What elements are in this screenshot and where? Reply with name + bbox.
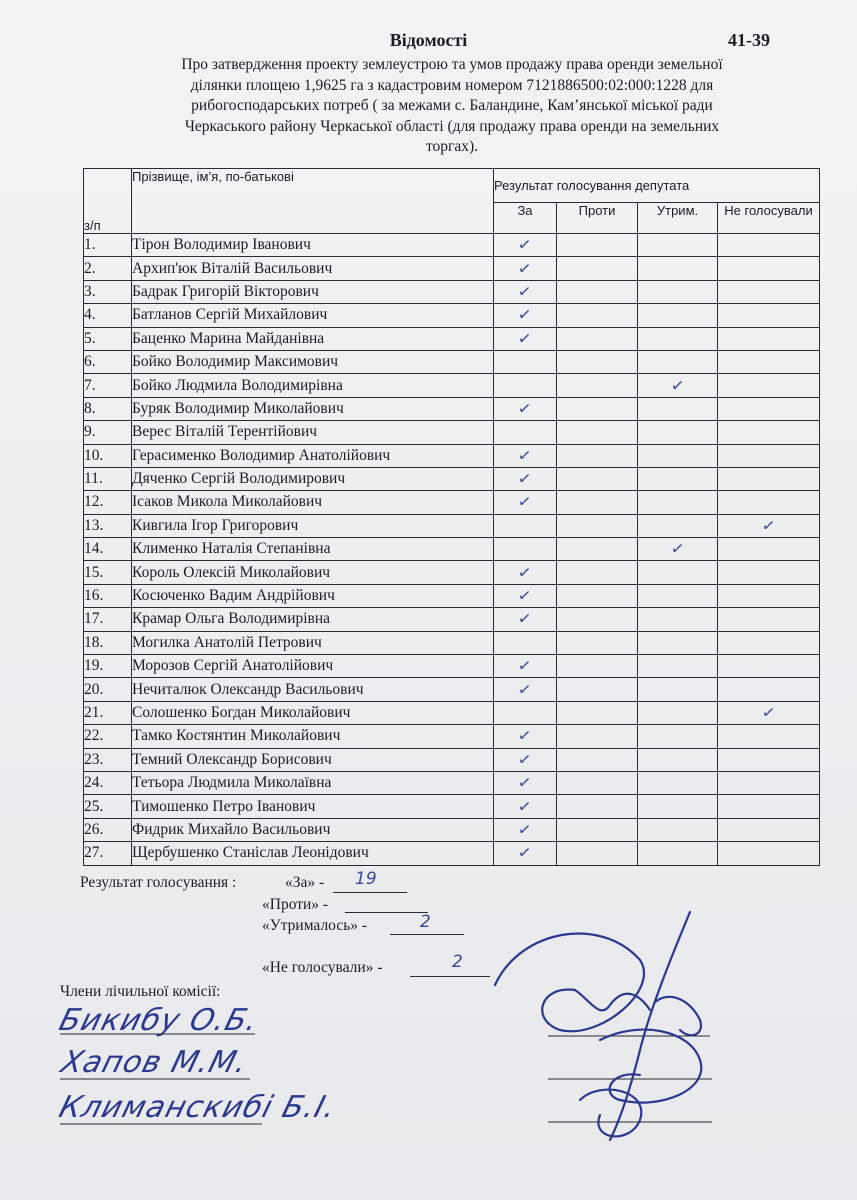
- checkmark-icon: ✓: [517, 257, 533, 279]
- deputy-name: Темний Олександр Борисович: [132, 748, 494, 771]
- header-vote-result: Результат голосування депутата: [494, 169, 820, 203]
- header-number: з/п: [84, 169, 132, 234]
- chair-signature: [495, 912, 701, 1140]
- commission-member-signature: Бикибу О.Б.: [55, 1003, 263, 1038]
- signature-stroke: [655, 997, 701, 1035]
- result-abstain-label: «Утрималось» -: [262, 917, 368, 934]
- checkmark-icon: ✓: [517, 608, 533, 630]
- checkmark-icon: ✓: [517, 725, 533, 747]
- checkmark-icon: ✓: [760, 515, 777, 536]
- row-number: 4.: [84, 304, 132, 327]
- deputy-name: Верес Віталій Терентійович: [132, 421, 494, 444]
- signature-stroke: [580, 1090, 641, 1137]
- checkmark-icon: ✓: [517, 327, 533, 349]
- checkmark-icon: ✓: [517, 678, 533, 700]
- deputy-name: Буряк Володимир Миколайович: [132, 397, 494, 420]
- checkmark-icon: ✓: [669, 538, 686, 560]
- header-name: Прізвище, ім’я, по-батькові: [132, 169, 494, 234]
- subject-line: Про затвердження проекту землеустрою та умов продажу права оренди земельної: [181, 56, 723, 73]
- checkmark-icon: ✓: [517, 398, 533, 419]
- row-number: 25.: [84, 795, 132, 818]
- deputy-name: Нечиталюк Олександр Васильович: [132, 678, 494, 701]
- row-number: 6.: [84, 350, 132, 373]
- deputy-name: Бойко Володимир Максимович: [132, 350, 494, 373]
- row-number: 10.: [84, 444, 132, 467]
- signature-stroke: [495, 934, 644, 1032]
- deputy-name: Король Олексій Миколайович: [132, 561, 494, 584]
- checkmark-icon: ✓: [517, 444, 533, 466]
- checkmark-icon: ✓: [760, 702, 777, 723]
- row-number: 11.: [84, 467, 132, 490]
- deputy-name: Тірон Володимир Іванович: [132, 234, 494, 257]
- row-number: 7.: [84, 374, 132, 397]
- row-number: 5.: [84, 327, 132, 350]
- row-number: 2.: [84, 257, 132, 280]
- checkmark-icon: ✓: [517, 304, 533, 326]
- row-number: 15.: [84, 561, 132, 584]
- deputy-name: Ісаков Микола Миколайович: [132, 491, 494, 514]
- deputy-name: Бадрак Григорій Вікторович: [132, 280, 494, 303]
- header-abstain: Утрим.: [638, 202, 718, 233]
- subject-line: Черкаського району Черкаської області (для продажу права оренди на земельних: [184, 117, 720, 135]
- checkmark-icon: ✓: [517, 585, 533, 606]
- row-number: 19.: [84, 655, 132, 678]
- row-number: 21.: [84, 701, 132, 724]
- result-abstain-value: 2: [420, 912, 431, 932]
- checkmark-icon: ✓: [517, 772, 533, 794]
- commission-member-signature: Хапов М.М.: [57, 1045, 252, 1080]
- row-number: 27.: [84, 842, 132, 865]
- deputy-name: Щербушенко Станіслав Леонідович: [132, 842, 494, 865]
- header-against: Проти: [557, 202, 638, 233]
- commission-member-signature: Климанскибі Б.І.: [55, 1090, 341, 1125]
- result-for-label: «За» -: [285, 874, 325, 891]
- checkmark-icon: ✓: [517, 795, 533, 817]
- deputy-name: Тетьора Людмила Миколаївна: [132, 771, 494, 794]
- row-number: 22.: [84, 725, 132, 748]
- deputy-name: Батланов Сергій Михайлович: [132, 304, 494, 327]
- checkmark-icon: ✓: [517, 561, 533, 583]
- checkmark-icon: ✓: [517, 468, 533, 489]
- row-number: 1.: [84, 234, 132, 257]
- deputy-name: Тамко Костянтин Миколайович: [132, 725, 494, 748]
- header-for: За: [494, 202, 557, 233]
- row-number: 23.: [84, 748, 132, 771]
- row-number: 8.: [84, 397, 132, 420]
- row-number: 14.: [84, 538, 132, 561]
- checkmark-icon: ✓: [517, 234, 533, 256]
- subject-line: ділянки площею 1,9625 га з кадастровим номером 7121886500:02:000:1228 для: [190, 76, 714, 94]
- commission-label: Члени лічильної комісії:: [60, 983, 221, 1000]
- row-number: 9.: [84, 421, 132, 444]
- deputy-name: Дяченко Сергій Володимирович: [132, 467, 494, 490]
- deputy-name: Герасименко Володимир Анатолійович: [132, 444, 494, 467]
- result-novote-label: «Не голосували» -: [262, 959, 383, 976]
- row-number: 20.: [84, 678, 132, 701]
- deputy-name: Кивгила Ігор Григорович: [132, 514, 494, 537]
- result-label: Результат голосування :: [80, 874, 237, 891]
- result-novote-value: 2: [452, 952, 463, 972]
- subject-line: торгах).: [425, 138, 479, 155]
- row-number: 18.: [84, 631, 132, 654]
- row-number: 13.: [84, 514, 132, 537]
- row-number: 12.: [84, 491, 132, 514]
- row-number: 26.: [84, 818, 132, 841]
- deputy-name: Клименко Наталія Степанівна: [132, 538, 494, 561]
- result-against-label: «Проти» -: [262, 896, 329, 913]
- deputy-name: Солошенко Богдан Миколайович: [132, 701, 494, 724]
- subject-line: рибогосподарських потреб ( за межами с. Баландине, Кам’янської міської ради: [191, 97, 713, 114]
- deputy-name: Могилка Анатолій Петрович: [132, 631, 494, 654]
- deputy-name: Косюченко Вадим Андрійович: [132, 584, 494, 607]
- checkmark-icon: ✓: [517, 842, 533, 864]
- deputy-name: Морозов Сергій Анатолійович: [132, 655, 494, 678]
- document-title: Відомості: [389, 30, 468, 50]
- row-number: 16.: [84, 584, 132, 607]
- header-novote: Не голосували: [718, 202, 820, 233]
- signature-stroke: [600, 1030, 701, 1103]
- checkmark-icon: ✓: [517, 819, 533, 840]
- deputy-name: Архип'юк Віталій Васильович: [132, 257, 494, 280]
- row-number: 17.: [84, 608, 132, 631]
- checkmark-icon: ✓: [669, 374, 686, 396]
- checkmark-icon: ✓: [517, 491, 533, 513]
- deputy-name: Бойко Людмила Володимирівна: [132, 374, 494, 397]
- deputy-name: Баценко Марина Майданівна: [132, 327, 494, 350]
- result-for-value: 19: [355, 869, 377, 889]
- checkmark-icon: ✓: [517, 281, 533, 302]
- row-number: 3.: [84, 280, 132, 303]
- deputy-name: Фидрик Михайло Васильович: [132, 818, 494, 841]
- checkmark-icon: ✓: [517, 655, 533, 677]
- document-number: 41-39: [728, 30, 770, 50]
- row-number: 24.: [84, 771, 132, 794]
- deputy-name: Тимошенко Петро Іванович: [132, 795, 494, 818]
- checkmark-icon: ✓: [517, 748, 533, 770]
- deputy-name: Крамар Ольга Володимирівна: [132, 608, 494, 631]
